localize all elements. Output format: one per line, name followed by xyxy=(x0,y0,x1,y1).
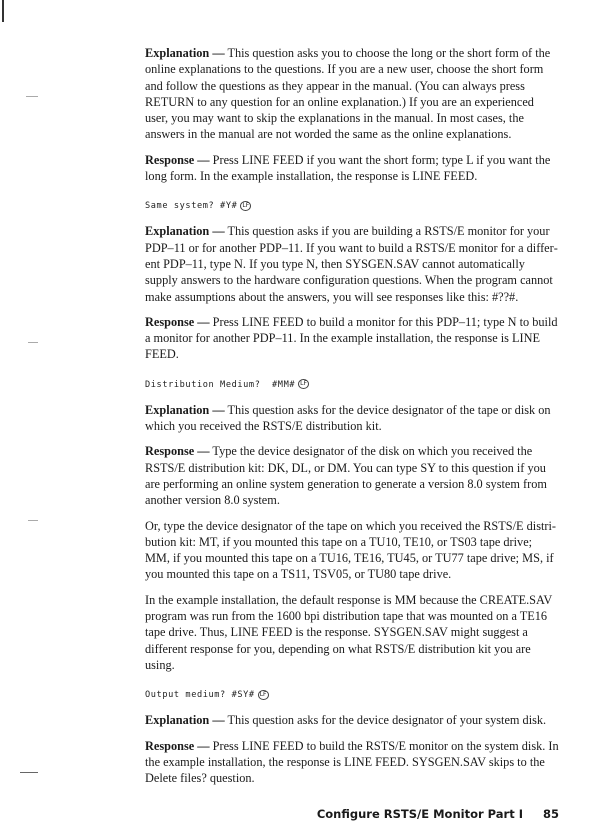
margin-mark xyxy=(28,342,38,343)
explanation-paragraph xyxy=(145,223,559,304)
paragraph-lead: Response — xyxy=(145,314,210,329)
explanation-paragraph xyxy=(145,402,559,435)
paragraph-lead: Explanation — xyxy=(145,713,225,728)
paragraph-lead: Explanation — xyxy=(145,224,225,239)
response-paragraph xyxy=(145,738,559,787)
body-paragraph xyxy=(145,592,559,673)
paragraph-text: This question asks for the device designator of your system disk. xyxy=(224,713,547,728)
paragraph-lead: Response — xyxy=(145,152,210,167)
response-paragraph xyxy=(145,443,559,508)
paragraph-lead: Response — xyxy=(145,738,210,753)
prompt-line xyxy=(145,379,559,391)
paragraph-text: Press LINE FEED to build a monitor for this PDP–11; type N to build a monitor for another PDP–11. In the example installation, the response is LINE FEED. xyxy=(145,314,558,362)
page-content xyxy=(145,45,559,795)
paragraph-text: In the example installation, the default response is MM because the CREATE.SAV program was run from the 1600 bpi distribution tape that was mounted on a TE16 tape drive. Thus, LINE FEED is the response. SYSGEN.SAV might suggest a different response for you, depending on what RSTS/E distribution kit you are using. xyxy=(145,592,552,672)
paragraph-text: This question asks you to choose the long or the short form of the online explanations to the questions. If you are a new user, choose the short form and follow the questions as they appear in the manual. (You can always press RETURN to any question for an online explanation.) If you are an experienced user, you may want to skip the explanations in the manual. In most cases, the answers in the manual are not worded the same as the online explanations. xyxy=(145,46,551,142)
margin-bar xyxy=(2,0,4,22)
margin-mark xyxy=(20,772,38,773)
explanation-paragraph xyxy=(145,45,559,143)
paragraph-text: Press LINE FEED to build the RSTS/E monitor on the system disk. In the example installation, the response is LINE FEED. SYSGEN.SAV skips to the Delete files? question. xyxy=(145,738,559,786)
paragraph-lead: Response — xyxy=(145,444,210,459)
response-paragraph xyxy=(145,152,559,185)
line-feed-key-icon: LF xyxy=(300,380,307,388)
paragraph-text: This question asks for the device designator of the tape or disk on which you received the RSTS/E distribution kit. xyxy=(145,402,551,434)
explanation-paragraph xyxy=(145,712,559,728)
prompt-text: Output medium? #SY# xyxy=(145,690,255,701)
paragraph-lead: Explanation — xyxy=(145,46,225,60)
prompt-line xyxy=(145,200,559,212)
paragraph-lead: Explanation — xyxy=(145,402,225,417)
paragraph-text: Press LINE FEED if you want the short form; type L if you want the long form. In the example installation, the response is LINE FEED. xyxy=(145,152,551,184)
margin-mark xyxy=(28,520,38,521)
footer-title: Configure RSTS/E Monitor Part I xyxy=(316,807,523,822)
paragraph-text: Type the device designator of the disk on which you received the RSTS/E distribution kit: DK, DL, or DM. You can type SY to this question if you are performing an online system generation to generate a version 8.0 system from another version 8.0 system. xyxy=(145,444,547,508)
margin-mark xyxy=(26,96,38,97)
line-feed-key-icon: LF xyxy=(242,201,250,209)
page-number: 85 xyxy=(542,807,559,822)
paragraph-text: This question asks if you are building a RSTS/E monitor for your PDP–11 or for another PDP–11. If you want to build a RSTS/E monitor for a different PDP–11, type N. If you type N, then SYSGEN.SAV cannot automatically supply answers to the hardware configuration questions. When the program cannot make assumptions about the answers, you will see responses like this: #??#. xyxy=(145,224,558,304)
line-feed-key-icon: LF xyxy=(259,690,267,698)
prompt-text: Same system? #Y# xyxy=(145,201,238,212)
paragraph-text: Or, type the device designator of the tape on which you received the RSTS/E distribution kit: MT, if you mounted this tape on a TU10, TE10, or TS03 tape drive; MM, if you mounted this tape on a TU16, TE16, TU45, or TU77 tape drive; MS, if you mounted this tape on a TS11, TSV05, or TU80 tape drive. xyxy=(145,518,557,582)
prompt-text: Distribution Medium? #MM# xyxy=(145,379,296,390)
response-paragraph xyxy=(145,314,559,363)
prompt-line xyxy=(145,689,559,701)
page-footer xyxy=(145,807,559,821)
body-paragraph xyxy=(145,518,559,583)
